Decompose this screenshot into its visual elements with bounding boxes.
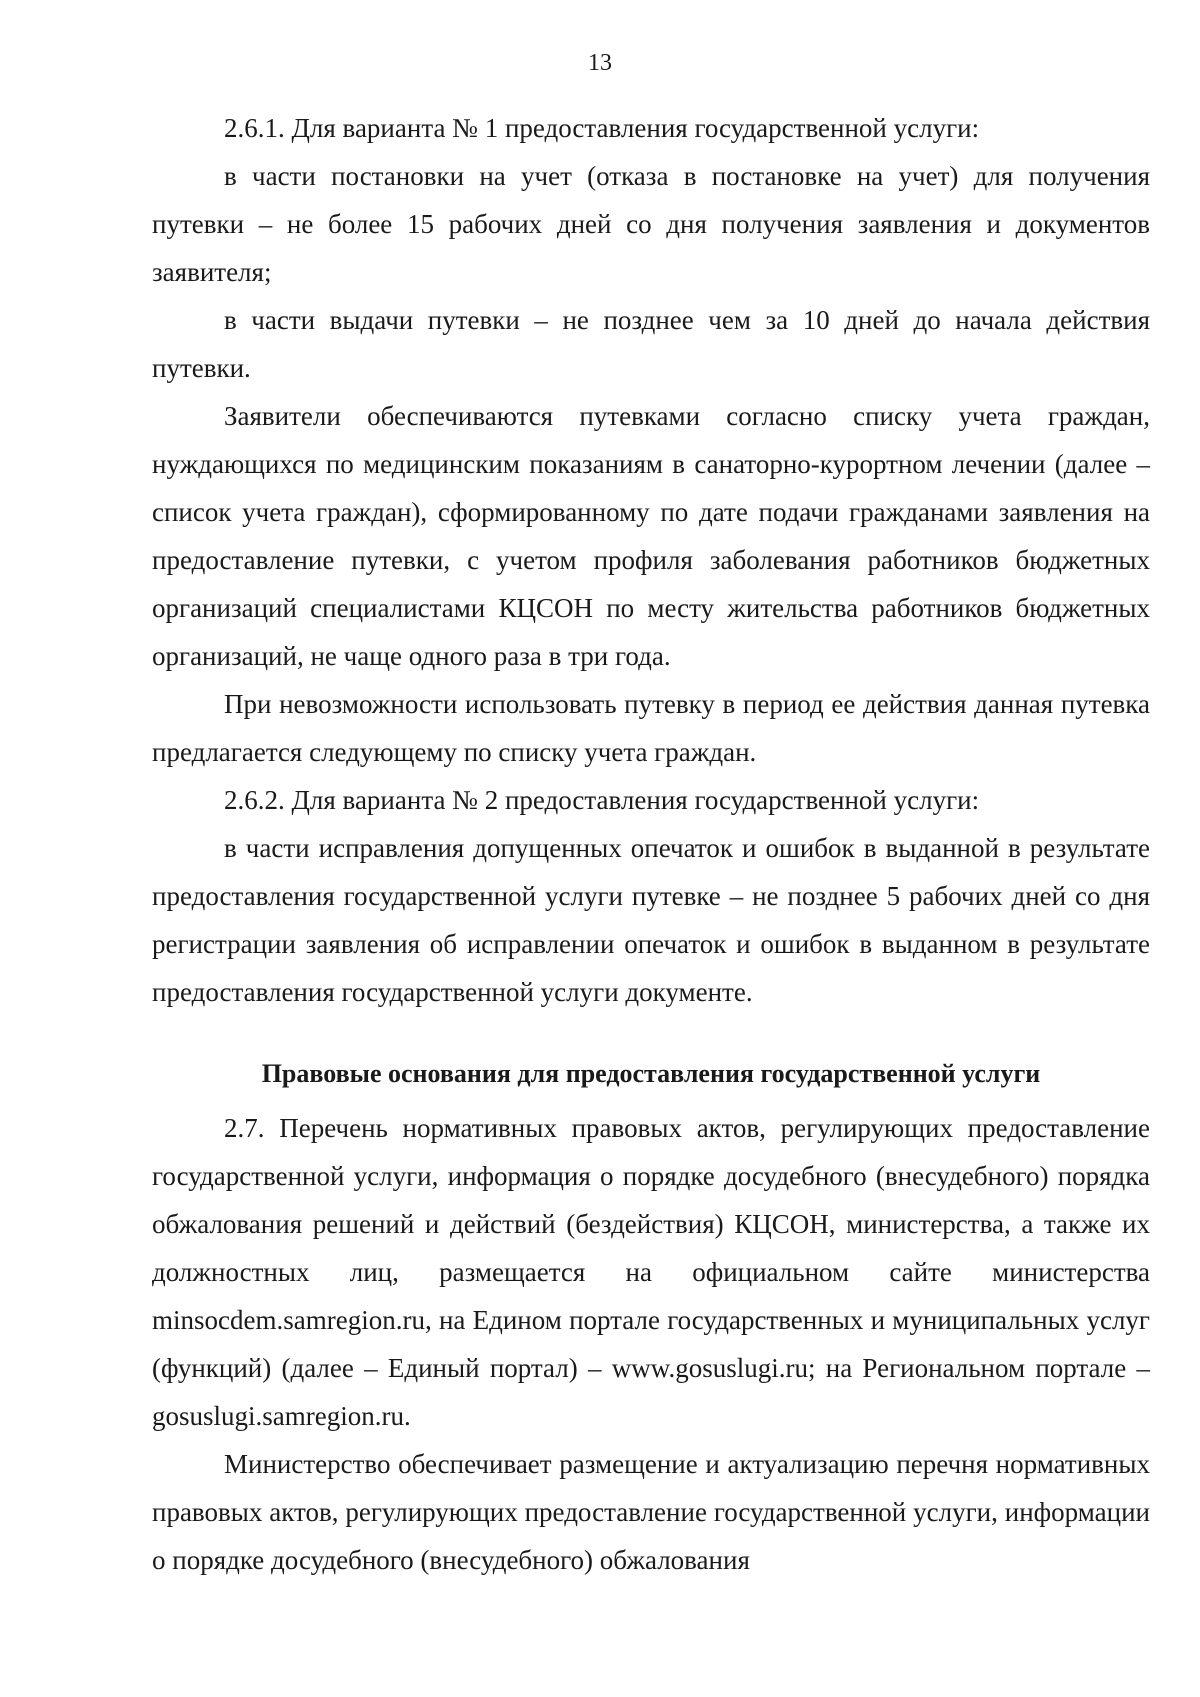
paragraph-unused-voucher: При невозможности использовать путевку в период ее действия данная путевка предлагается следующему по списку учета граждан.: [152, 689, 1150, 767]
paragraph-registration-term: в части постановки на учет (отказа в постановке на учет) для получения путевки – не более 15 рабочих дней со дня получения заявления и документов заявителя;: [152, 161, 1150, 287]
paragraph-2-7: 2.7. Перечень нормативных правовых актов, регулирующих предоставление государственной услуги, информация о порядке досудебного (внесудебного) порядка обжалования решений и действий (бездействия) КЦСОН, министерства, а также их должностных лиц, размещается на официальном сайте министерства minsocdem.samregion.ru, на Едином портале государственных и муниципальных услуг (функций) (далее – Единый портал) – www.gosuslugi.ru; на Региональном портале – gosuslugi.samregion.ru.: [152, 1113, 1150, 1431]
paragraph-applicants-provision: Заявители обеспечиваются путевками согласно списку учета граждан, нуждающихся по медицинским показаниям в санаторно-курортном лечении (далее – список учета граждан), сформированному по дате подачи гражданами заявления на предоставление путевки, с учетом профиля заболевания работников бюджетных организаций специалистами КЦСОН по месту жительства работников бюджетных организаций, не чаще одного раза в три года.: [152, 401, 1150, 671]
paragraph-2-6-2: 2.6.2. Для варианта № 2 предоставления государственной услуги:: [224, 785, 980, 815]
paragraph-corrections-term: в части исправления допущенных опечаток и ошибок в выданной в результате предоставления государственной услуги путевке – не позднее 5 рабочих дней со дня регистрации заявления об исправлении опечаток и ошибок в выданном в результате предоставления государственной услуги документе.: [152, 833, 1150, 1007]
paragraph-voucher-issue-term: в части выдачи путевки – не позднее чем за 10 дней до начала действия путевки.: [152, 305, 1150, 383]
section-heading: Правовые основания для предоставления государственной услуги: [261, 1059, 1041, 1088]
document-body: [152, 104, 1150, 1584]
page-number: 13: [588, 50, 612, 76]
paragraph-ministry-updates: Министерство обеспечивает размещение и актуализацию перечня нормативных правовых актов, регулирующих предоставление государственной услуги, информации о порядке досудебного (внесудебного) обжалования: [152, 1449, 1150, 1575]
paragraph-2-6-1: 2.6.1. Для варианта № 1 предоставления государственной услуги:: [224, 113, 980, 143]
